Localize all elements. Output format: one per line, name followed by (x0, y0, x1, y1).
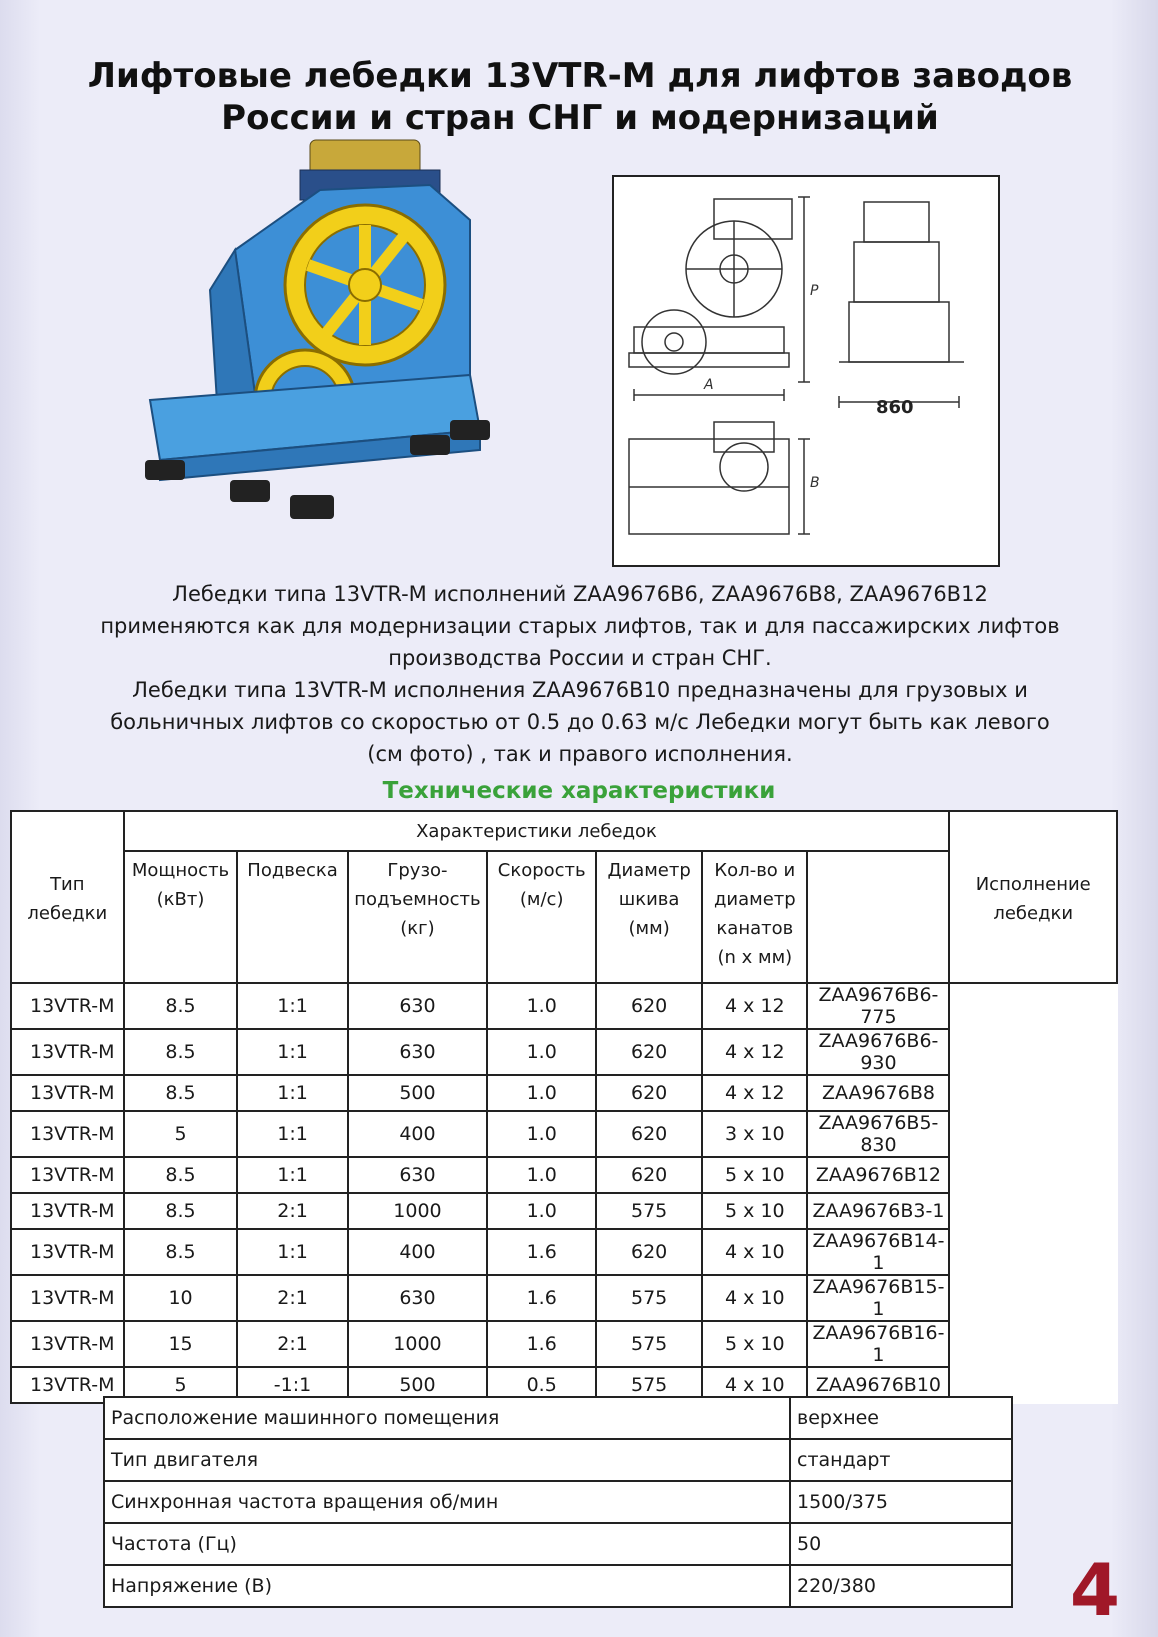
intro-line: производства России и стран СНГ. (388, 646, 772, 670)
params-value: 50 (790, 1523, 1012, 1565)
table-row: 13VTR-M 8.5 1:1 500 1.0 620 4 x 12 ZAA9676B8 (11, 1075, 1117, 1111)
header-capacity: Грузо-подъемность (кг) (348, 851, 488, 983)
section-title: Технические характеристики (382, 778, 776, 804)
params-row (104, 1481, 1012, 1523)
label-b: B (810, 475, 820, 491)
winch-illustration (140, 130, 500, 550)
page-title (60, 55, 1100, 139)
title-line-1: Лифтовые лебедки 13VTR-M для лифтов заводов (87, 56, 1073, 96)
params-value: верхнее (790, 1397, 1012, 1439)
winch-photo (140, 130, 500, 550)
intro-line: Лебедки типа 13VTR-M исполнения ZAA9676B10 предназначены для грузовых и (132, 678, 1028, 702)
label-a: A (704, 377, 714, 393)
header-suspension: Подвеска (237, 851, 347, 983)
table-row: 13VTR-M 8.5 1:1 630 1.0 620 5 x 10 ZAA9676B12 (11, 1157, 1117, 1193)
sheave-hub (349, 269, 381, 301)
params-value: 1500/375 (790, 1481, 1012, 1523)
table-row: 13VTR-M 8.5 2:1 1000 1.0 575 5 x 10 ZAA9676B3-1 (11, 1193, 1117, 1229)
technical-drawing (612, 175, 1000, 567)
params-row (104, 1523, 1012, 1565)
page-number: 4 (1069, 1548, 1120, 1632)
params-row (104, 1565, 1012, 1607)
drawing-svg (614, 177, 998, 565)
table-row: 13VTR-M 8.5 1:1 630 1.0 620 4 x 12 ZAA9676B6-930 (11, 1029, 1117, 1075)
header-speed: Скорость (м/с) (487, 851, 596, 983)
table-row: 13VTR-M 5 1:1 400 1.0 620 3 x 10 ZAA9676B5-830 (11, 1111, 1117, 1157)
drawing-small-sheave (642, 310, 706, 374)
title-line-2: России и стран СНГ и модернизаций (221, 98, 939, 138)
table-row: 13VTR-M 5 -1:1 500 0.5 575 4 x 10 ZAA9676B10 (11, 1367, 1117, 1403)
params-value: стандарт (790, 1439, 1012, 1481)
params-value: 220/380 (790, 1565, 1012, 1607)
table-row: 13VTR-M 10 2:1 630 1.6 575 4 x 10 ZAA9676B15-1 (11, 1275, 1117, 1321)
params-label: Тип двигателя (104, 1439, 790, 1481)
intro-line: (см фото) , так и правого исполнения. (367, 742, 793, 766)
params-label: Синхронная частота вращения об/мин (104, 1481, 790, 1523)
dimension-860: 860 (876, 397, 914, 418)
header-ropes: Кол-во и диаметр канатов (n x мм) (702, 851, 807, 983)
intro-line: Лебедки типа 13VTR-M исполнений ZAA9676B6, ZAA9676B8, ZAA9676B12 (172, 582, 988, 606)
table-row: 13VTR-M 8.5 1:1 630 1.0 620 4 x 12 ZAA9676B6-775 (11, 983, 1117, 1029)
label-p: P (810, 283, 819, 299)
spec-table (10, 810, 1118, 1404)
params-label: Напряжение (В) (104, 1565, 790, 1607)
params-label: Расположение машинного помещения (104, 1397, 790, 1439)
intro-line: применяются как для модернизации старых лифтов, так и для пассажирских лифтов (100, 614, 1060, 638)
header-type: Тип лебедки (11, 811, 124, 983)
header-version: Исполнение лебедки (949, 811, 1117, 983)
header-diameter: Диаметр шкива (мм) (596, 851, 702, 983)
params-row (104, 1397, 1012, 1439)
params-row (104, 1439, 1012, 1481)
table-row: 13VTR-M 15 2:1 1000 1.6 575 5 x 10 ZAA9676B16-1 (11, 1321, 1117, 1367)
header-power: Мощность (кВт) (124, 851, 238, 983)
intro-text (60, 578, 1100, 770)
header-group: Характеристики лебедок (124, 811, 950, 851)
table-row: 13VTR-M 8.5 1:1 400 1.6 620 4 x 10 ZAA9676B14-1 (11, 1229, 1117, 1275)
params-label: Частота (Гц) (104, 1523, 790, 1565)
params-table (103, 1396, 1013, 1608)
intro-line: больничных лифтов со скоростью от 0.5 до 0.63 м/с Лебедки могут быть как левого (110, 710, 1050, 734)
